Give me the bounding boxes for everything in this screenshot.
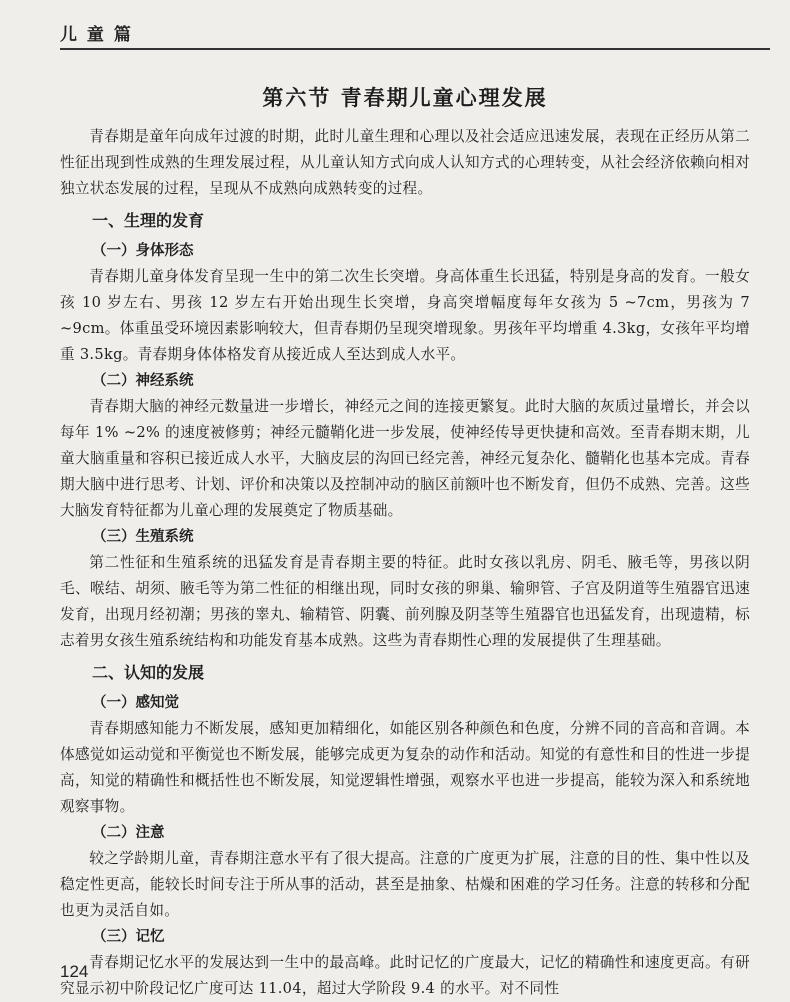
- running-header: [60, 8, 770, 48]
- part2-sub1-paragraph: 青春期感知能力不断发展，感知更加精细化，如能区别各种颜色和色度，分辨不同的音高和音调。本体感觉如运动觉和平衡觉也不断发展，能够完成更为复杂的动作和活动。知觉的有意性和目的性进一步提高，知觉的精确性和概括性也不断发展，知觉逻辑性增强，观察水平也进一步提高，能较为深入和系统地观察事物。: [60, 720, 750, 815]
- part2-sub3-heading: （三）记忆: [92, 929, 165, 945]
- intro-paragraph: 青春期是童年向成年过渡的时期，此时儿童生理和心理以及社会适应迅速发展，表现在正经历从第二性征出现到性成熟的生理发展过程，从儿童认知方式向成人认知方式的心理转变，从社会经济依赖向相对独立状态发展的过程，呈现从不成熟向成熟转变的过程。: [60, 128, 750, 197]
- page-number: 124: [60, 962, 89, 981]
- page-body: [60, 82, 750, 1002]
- section-title: 第六节 青春期儿童心理发展: [262, 86, 548, 110]
- part1-sub3-heading: （三）生殖系统: [92, 529, 194, 545]
- part2-sub3-paragraph: 青春期记忆水平的发展达到一生中的最高峰。此时记忆的广度最大，记忆的精确性和速度更高。有研究显示初中阶段记忆广度可达 11.04，超过大学阶段 9.4 的水平。对不同性: [60, 954, 750, 997]
- header-rule: [60, 48, 770, 50]
- part1-heading: 一、生理的发育: [92, 211, 205, 230]
- part1-sub2-heading: （二）神经系统: [92, 373, 194, 389]
- part1-sub1-heading: （一）身体形态: [92, 243, 194, 259]
- part2-sub2-heading: （二）注意: [92, 825, 165, 841]
- part2-sub1-heading: （一）感知觉: [92, 695, 179, 711]
- part2-sub2-paragraph: 较之学龄期儿童，青春期注意水平有了很大提高。注意的广度更为扩展，注意的目的性、集中性以及稳定性更高，能较长时间专注于所从事的活动，甚至是抽象、枯燥和困难的学习任务。注意的转移和分配也更为灵活自如。: [60, 850, 750, 919]
- part1-sub1-paragraph: 青春期儿童身体发育呈现一生中的第二次生长突增。身高体重生长迅猛，特别是身高的发育。一般女孩 10 岁左右、男孩 12 岁左右开始出现生长突增，身高突增幅度每年女孩为 5 ~7cm，男孩为 7 ~9cm。体重虽受环境因素影响较大，但青春期仍呈现突增现象。男孩年平均增重 4.3kg，女孩年平均增重 3.5kg。青春期身体体格发育从接近成人至达到成人水平。: [60, 268, 750, 363]
- header-label: 儿 童 篇: [60, 25, 133, 45]
- part1-sub2-paragraph: 青春期大脑的神经元数量进一步增长，神经元之间的连接更繁复。此时大脑的灰质过量增长，并会以每年 1% ~2% 的速度被修剪；神经元髓鞘化进一步发展，使神经传导更快捷和高效。至青春期末期，儿童大脑重量和容积已接近成人水平，大脑皮层的沟回已经完善，神经元复杂化、髓鞘化也基本完成。青春期大脑中进行思考、计划、评价和决策以及控制冲动的脑区前额叶也不断发育，但仍不成熟、完善。这些大脑发育特征都为儿童心理的发展奠定了物质基础。: [60, 398, 750, 519]
- part1-sub3-paragraph: 第二性征和生殖系统的迅猛发育是青春期主要的特征。此时女孩以乳房、阴毛、腋毛等，男孩以阴毛、喉结、胡须、腋毛等为第二性征的相继出现，同时女孩的卵巢、输卵管、子宫及阴道等生殖器官迅速发育，出现月经初潮；男孩的睾丸、输精管、阴囊、前列腺及阴茎等生殖器官也迅猛发育，出现遗精，标志着男女孩生殖系统结构和功能发育基本成熟。这些为青春期性心理的发展提供了生理基础。: [60, 554, 750, 649]
- part2-heading: 二、认知的发展: [92, 663, 205, 682]
